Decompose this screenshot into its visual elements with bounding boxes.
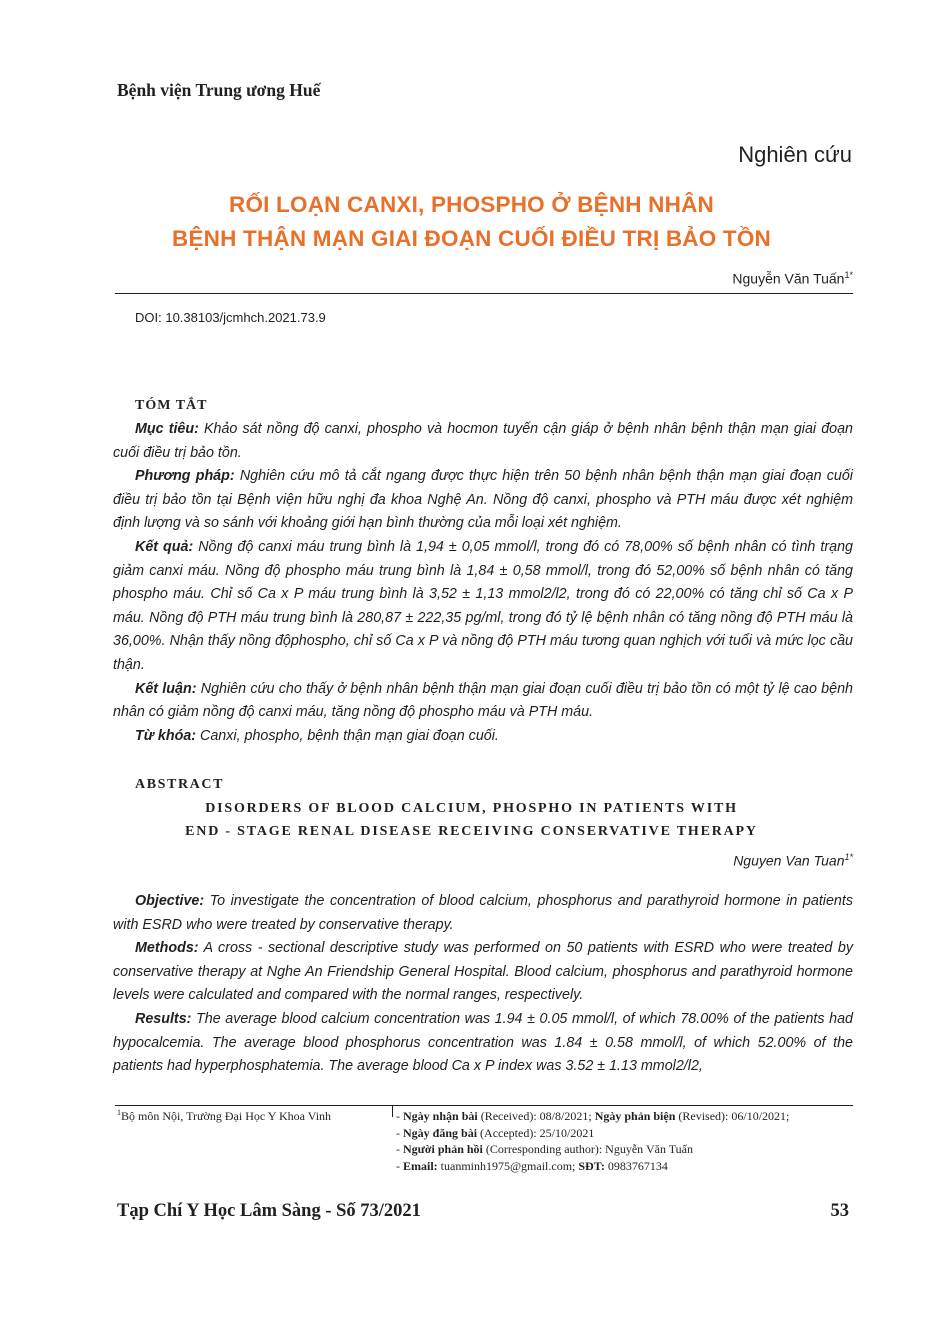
summary-vn-body [113, 418, 853, 748]
methods-label: Phương pháp: [135, 468, 235, 485]
abstract-title-line-2: END - STAGE RENAL DISEASE RECEIVING CONSERVATIVE THERAPY [185, 824, 758, 839]
summary-results [113, 536, 853, 678]
corresponding-line: - Người phản hồi (Corresponding author): Nguyễn Văn Tuấn [396, 1142, 693, 1156]
contact-line: - Email: tuanminh1975@gmail.com; SĐT: 0983767134 [396, 1158, 668, 1173]
results-en-label: Results: [135, 1010, 192, 1027]
methods-en-label: Methods: [135, 940, 199, 957]
article-dates-footnote [396, 1108, 789, 1174]
methods-en-text: A cross - sectional descriptive study was performed on 50 patients with ESRD who were treated by conservative therapy at Nghe An Friendship General Hospital. Blood calcium, phosphorus and parathyroid hormone levels were calculated and compared with the normal ranges, respectively. [113, 940, 853, 1004]
summary-heading: TÓM TẮT [135, 398, 208, 413]
received-line: - Ngày nhận bài (Received): 08/8/2021; Ngày phản biện (Revised): 06/10/2021; [396, 1109, 790, 1123]
author-en-mark: 1* [844, 852, 853, 862]
keywords-text: Canxi, phospho, bệnh thận mạn giai đoạn cuối. [196, 727, 499, 744]
abstract-heading: ABSTRACT [135, 777, 225, 792]
conclusion-label: Kết luận: [135, 680, 197, 697]
received-value: (Received): 08/8/2021; [477, 1109, 595, 1123]
doi: DOI: 10.38103/jcmhch.2021.73.9 [135, 310, 326, 325]
results-label: Kết quả: [135, 538, 194, 555]
section-label: Nghiên cứu [738, 142, 852, 167]
article-title-line-2: BỆNH THẬN MẠN GIAI ĐOẠN CUỐI ĐIỀU TRỊ BẢO TỒN [172, 226, 771, 251]
accepted-value: (Accepted): 25/10/2021 [477, 1125, 595, 1140]
journal-footer: Tạp Chí Y Học Lâm Sàng - Số 73/2021 [117, 1201, 421, 1221]
author-en [733, 852, 853, 869]
accepted-label: Ngày đăng bài [403, 1125, 478, 1140]
page-number: 53 [830, 1201, 849, 1221]
phone-value: 0983767134 [604, 1158, 668, 1173]
author-en-name: Nguyen Van Tuan [733, 852, 845, 869]
header-divider [115, 293, 853, 294]
objective-text: Khảo sát nồng độ canxi, phospho và hocmon tuyến cận giáp ở bệnh nhân bệnh thận mạn giai đoạn cuối điều trị bảo tồn. [113, 421, 854, 461]
revised-value: (Revised): 06/10/2021; [675, 1109, 790, 1123]
phone-label: SĐT: [578, 1158, 605, 1173]
abstract-en-body [113, 890, 853, 1079]
abstract-title-line-1: DISORDERS OF BLOOD CALCIUM, PHOSPHO IN PATIENTS WITH [205, 801, 738, 816]
objective-en-text: To investigate the concentration of blood calcium, phosphorus and parathyroid hormone in patients with ESRD who were treated by conservative therapy. [113, 893, 853, 933]
summary-keywords [113, 725, 853, 749]
abstract-objective [113, 890, 853, 937]
results-text: Nồng độ canxi máu trung bình là 1,94 ± 0,05 mmol/l, trong đó có 78,00% số bệnh nhân có tình trạng giảm canxi máu. Nồng độ phospho máu trung bình là 1,84 ± 0,58 mmol/l, trong đó 52,00% số bệnh nhân có tăng phospho máu. Chỉ số Ca x P máu trung bình là 3,52 ± 1,13 mmol2/l2, trong đó có 22,00% có tăng chỉ số Ca x P máu. Nồng độ PTH máu trung bình là 280,87 ± 222,35 pg/ml, trong đó tỷ lệ bệnh nhân có tăng nồng độ PTH máu là 36,00%. Nhận thấy nồng độphospho, chỉ số Ca x P và nồng độ PTH máu tương quan nghịch với tuổi và mức lọc cầu thận. [113, 538, 853, 673]
objective-label: Mục tiêu: [135, 421, 199, 437]
email-value: tuanminh1975@gmail.com; [437, 1158, 579, 1173]
footnote-divider [115, 1105, 853, 1106]
author-name: Nguyễn Văn Tuấn [732, 270, 845, 287]
email-label: Email: [403, 1158, 438, 1173]
running-header-hospital: Bệnh viện Trung ương Huế [117, 80, 321, 100]
received-label: Ngày nhận bài [403, 1109, 478, 1123]
footnote-column-divider [392, 1105, 393, 1117]
author-mark: 1* [844, 270, 853, 280]
accepted-line: - Ngày đăng bài (Accepted): 25/10/2021 [396, 1125, 595, 1140]
author-vn [732, 270, 853, 287]
summary-methods [113, 465, 853, 536]
corresponding-value: (Corresponding author): Nguyễn Văn Tuấn [482, 1142, 693, 1156]
keywords-label: Từ khóa: [135, 727, 197, 744]
revised-label: Ngày phản biện [594, 1109, 676, 1123]
conclusion-text: Nghiên cứu cho thấy ở bệnh nhân bệnh thận mạn giai đoạn cuối điều trị bảo tồn có một tỷ lệ cao bệnh nhân có giảm nồng độ canxi máu, tăng nồng độ phospho máu và PTH máu. [113, 680, 853, 721]
article-title-line-1: RỐI LOẠN CANXI, PHOSPHO Ở BỆNH NHÂN [229, 192, 714, 217]
objective-en-label: Objective: [135, 893, 205, 909]
summary-objective [113, 418, 853, 465]
affiliation-footnote [117, 1108, 331, 1124]
summary-conclusion [113, 678, 853, 725]
affiliation-mark: 1 [117, 1108, 121, 1117]
corresponding-label: Người phản hồi [403, 1142, 483, 1156]
results-en-text: The average blood calcium concentration was 1.94 ± 0.05 mmol/l, of which 78.00% of the patients had hypocalcemia. The average blood phosphorus concentration was 1.84 ± 0.58 mmol/l, of which 52.00% of the patients had hyperphosphatemia. The average blood Ca x P index was 3.52 ± 1.13 mmol2/l2, [113, 1010, 853, 1075]
methods-text: Nghiên cứu mô tả cắt ngang được thực hiện trên 50 bệnh nhân bệnh thận mạn giai đoạn cuối điều trị bảo tồn tại Bệnh viện hữu nghị đa khoa Nghệ An. Nồng độ canxi, phospho và PTH máu được xét nghiệm định lượng và so sánh với khoảng giới hạn bình thường của mỗi loại xét nghiệm. [113, 468, 853, 532]
abstract-results [113, 1008, 853, 1079]
abstract-methods [113, 937, 853, 1008]
affiliation-text: Bộ môn Nội, Trường Đại Học Y Khoa Vinh [121, 1109, 332, 1123]
